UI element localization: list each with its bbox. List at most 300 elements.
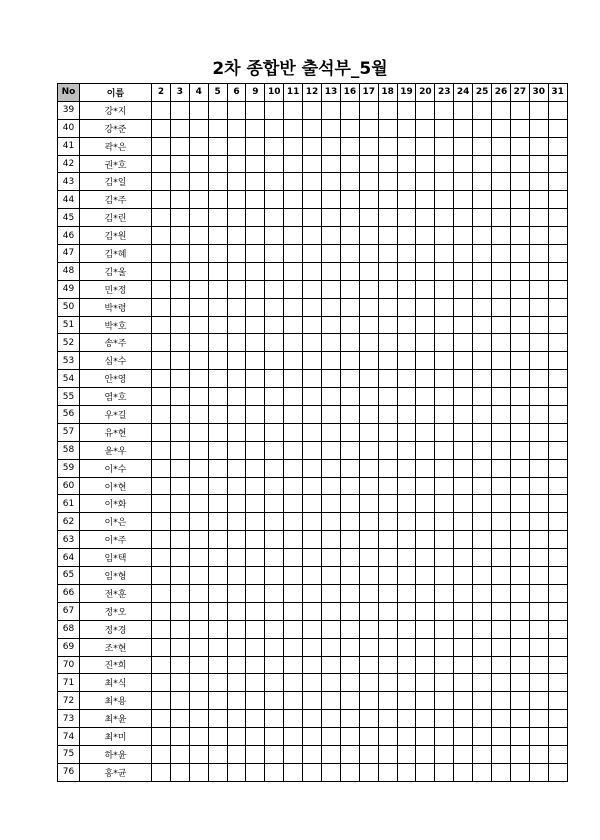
attendance-cell[interactable] <box>340 137 359 155</box>
attendance-cell[interactable] <box>189 352 208 370</box>
attendance-cell[interactable] <box>359 638 378 656</box>
attendance-cell[interactable] <box>416 227 435 245</box>
attendance-cell[interactable] <box>208 567 227 585</box>
attendance-cell[interactable] <box>227 334 246 352</box>
attendance-cell[interactable] <box>170 567 189 585</box>
attendance-cell[interactable] <box>378 388 397 406</box>
attendance-cell[interactable] <box>435 173 454 191</box>
attendance-cell[interactable] <box>152 584 171 602</box>
attendance-cell[interactable] <box>246 334 265 352</box>
attendance-cell[interactable] <box>227 388 246 406</box>
attendance-cell[interactable] <box>322 495 341 513</box>
attendance-cell[interactable] <box>208 531 227 549</box>
attendance-cell[interactable] <box>548 423 567 441</box>
attendance-cell[interactable] <box>510 406 529 424</box>
attendance-cell[interactable] <box>435 459 454 477</box>
attendance-cell[interactable] <box>397 674 416 692</box>
attendance-cell[interactable] <box>548 513 567 531</box>
attendance-cell[interactable] <box>397 370 416 388</box>
attendance-cell[interactable] <box>529 119 548 137</box>
attendance-cell[interactable] <box>510 370 529 388</box>
attendance-cell[interactable] <box>284 406 303 424</box>
attendance-cell[interactable] <box>170 173 189 191</box>
attendance-cell[interactable] <box>397 763 416 781</box>
attendance-cell[interactable] <box>152 137 171 155</box>
attendance-cell[interactable] <box>303 441 322 459</box>
attendance-cell[interactable] <box>265 531 284 549</box>
attendance-cell[interactable] <box>416 620 435 638</box>
attendance-cell[interactable] <box>548 549 567 567</box>
attendance-cell[interactable] <box>340 638 359 656</box>
attendance-cell[interactable] <box>152 602 171 620</box>
attendance-cell[interactable] <box>473 119 492 137</box>
attendance-cell[interactable] <box>529 620 548 638</box>
attendance-cell[interactable] <box>510 745 529 763</box>
attendance-cell[interactable] <box>340 173 359 191</box>
attendance-cell[interactable] <box>492 406 511 424</box>
attendance-cell[interactable] <box>492 388 511 406</box>
attendance-cell[interactable] <box>152 495 171 513</box>
attendance-cell[interactable] <box>435 656 454 674</box>
attendance-cell[interactable] <box>340 692 359 710</box>
attendance-cell[interactable] <box>303 191 322 209</box>
attendance-cell[interactable] <box>152 298 171 316</box>
attendance-cell[interactable] <box>492 441 511 459</box>
attendance-cell[interactable] <box>548 173 567 191</box>
attendance-cell[interactable] <box>284 441 303 459</box>
attendance-cell[interactable] <box>435 388 454 406</box>
attendance-cell[interactable] <box>510 656 529 674</box>
attendance-cell[interactable] <box>548 745 567 763</box>
attendance-cell[interactable] <box>284 119 303 137</box>
attendance-cell[interactable] <box>397 423 416 441</box>
attendance-cell[interactable] <box>454 406 473 424</box>
attendance-cell[interactable] <box>189 674 208 692</box>
attendance-cell[interactable] <box>208 334 227 352</box>
attendance-cell[interactable] <box>246 459 265 477</box>
attendance-cell[interactable] <box>227 370 246 388</box>
attendance-cell[interactable] <box>492 227 511 245</box>
attendance-cell[interactable] <box>208 370 227 388</box>
attendance-cell[interactable] <box>303 406 322 424</box>
attendance-cell[interactable] <box>303 674 322 692</box>
attendance-cell[interactable] <box>454 459 473 477</box>
attendance-cell[interactable] <box>322 674 341 692</box>
attendance-cell[interactable] <box>246 584 265 602</box>
attendance-cell[interactable] <box>284 638 303 656</box>
attendance-cell[interactable] <box>378 656 397 674</box>
attendance-cell[interactable] <box>529 674 548 692</box>
attendance-cell[interactable] <box>189 262 208 280</box>
attendance-cell[interactable] <box>510 549 529 567</box>
attendance-cell[interactable] <box>189 209 208 227</box>
attendance-cell[interactable] <box>227 674 246 692</box>
attendance-cell[interactable] <box>378 262 397 280</box>
attendance-cell[interactable] <box>284 316 303 334</box>
attendance-cell[interactable] <box>170 280 189 298</box>
attendance-cell[interactable] <box>170 745 189 763</box>
attendance-cell[interactable] <box>265 352 284 370</box>
attendance-cell[interactable] <box>189 388 208 406</box>
attendance-cell[interactable] <box>359 352 378 370</box>
attendance-cell[interactable] <box>510 119 529 137</box>
attendance-cell[interactable] <box>548 334 567 352</box>
attendance-cell[interactable] <box>548 656 567 674</box>
attendance-cell[interactable] <box>416 602 435 620</box>
attendance-cell[interactable] <box>152 477 171 495</box>
attendance-cell[interactable] <box>492 423 511 441</box>
attendance-cell[interactable] <box>378 745 397 763</box>
attendance-cell[interactable] <box>303 137 322 155</box>
attendance-cell[interactable] <box>454 638 473 656</box>
attendance-cell[interactable] <box>359 728 378 746</box>
attendance-cell[interactable] <box>397 137 416 155</box>
attendance-cell[interactable] <box>529 280 548 298</box>
attendance-cell[interactable] <box>208 477 227 495</box>
attendance-cell[interactable] <box>492 280 511 298</box>
attendance-cell[interactable] <box>208 441 227 459</box>
attendance-cell[interactable] <box>284 656 303 674</box>
attendance-cell[interactable] <box>303 459 322 477</box>
attendance-cell[interactable] <box>435 728 454 746</box>
attendance-cell[interactable] <box>473 137 492 155</box>
attendance-cell[interactable] <box>303 745 322 763</box>
attendance-cell[interactable] <box>265 602 284 620</box>
attendance-cell[interactable] <box>340 710 359 728</box>
attendance-cell[interactable] <box>303 280 322 298</box>
attendance-cell[interactable] <box>265 459 284 477</box>
attendance-cell[interactable] <box>473 209 492 227</box>
attendance-cell[interactable] <box>548 388 567 406</box>
attendance-cell[interactable] <box>227 245 246 263</box>
attendance-cell[interactable] <box>284 710 303 728</box>
attendance-cell[interactable] <box>397 406 416 424</box>
attendance-cell[interactable] <box>170 459 189 477</box>
attendance-cell[interactable] <box>152 567 171 585</box>
attendance-cell[interactable] <box>378 495 397 513</box>
attendance-cell[interactable] <box>189 191 208 209</box>
attendance-cell[interactable] <box>416 531 435 549</box>
attendance-cell[interactable] <box>152 370 171 388</box>
attendance-cell[interactable] <box>359 388 378 406</box>
attendance-cell[interactable] <box>359 227 378 245</box>
attendance-cell[interactable] <box>416 334 435 352</box>
attendance-cell[interactable] <box>170 441 189 459</box>
attendance-cell[interactable] <box>340 406 359 424</box>
attendance-cell[interactable] <box>265 370 284 388</box>
attendance-cell[interactable] <box>510 477 529 495</box>
attendance-cell[interactable] <box>340 441 359 459</box>
attendance-cell[interactable] <box>152 406 171 424</box>
attendance-cell[interactable] <box>473 406 492 424</box>
attendance-cell[interactable] <box>170 316 189 334</box>
attendance-cell[interactable] <box>359 710 378 728</box>
attendance-cell[interactable] <box>378 119 397 137</box>
attendance-cell[interactable] <box>340 155 359 173</box>
attendance-cell[interactable] <box>152 441 171 459</box>
attendance-cell[interactable] <box>397 119 416 137</box>
attendance-cell[interactable] <box>208 710 227 728</box>
attendance-cell[interactable] <box>473 531 492 549</box>
attendance-cell[interactable] <box>416 441 435 459</box>
attendance-cell[interactable] <box>340 477 359 495</box>
attendance-cell[interactable] <box>303 728 322 746</box>
attendance-cell[interactable] <box>359 549 378 567</box>
attendance-cell[interactable] <box>170 423 189 441</box>
attendance-cell[interactable] <box>454 620 473 638</box>
attendance-cell[interactable] <box>189 245 208 263</box>
attendance-cell[interactable] <box>322 584 341 602</box>
attendance-cell[interactable] <box>529 495 548 513</box>
attendance-cell[interactable] <box>529 101 548 119</box>
attendance-cell[interactable] <box>454 567 473 585</box>
attendance-cell[interactable] <box>227 173 246 191</box>
attendance-cell[interactable] <box>548 495 567 513</box>
attendance-cell[interactable] <box>492 763 511 781</box>
attendance-cell[interactable] <box>529 728 548 746</box>
attendance-cell[interactable] <box>170 191 189 209</box>
attendance-cell[interactable] <box>473 334 492 352</box>
attendance-cell[interactable] <box>246 298 265 316</box>
attendance-cell[interactable] <box>454 316 473 334</box>
attendance-cell[interactable] <box>170 262 189 280</box>
attendance-cell[interactable] <box>303 173 322 191</box>
attendance-cell[interactable] <box>378 674 397 692</box>
attendance-cell[interactable] <box>416 656 435 674</box>
attendance-cell[interactable] <box>322 567 341 585</box>
attendance-cell[interactable] <box>378 531 397 549</box>
attendance-cell[interactable] <box>378 567 397 585</box>
attendance-cell[interactable] <box>152 638 171 656</box>
attendance-cell[interactable] <box>454 531 473 549</box>
attendance-cell[interactable] <box>208 406 227 424</box>
attendance-cell[interactable] <box>170 477 189 495</box>
attendance-cell[interactable] <box>227 137 246 155</box>
attendance-cell[interactable] <box>322 173 341 191</box>
attendance-cell[interactable] <box>359 334 378 352</box>
attendance-cell[interactable] <box>454 549 473 567</box>
attendance-cell[interactable] <box>322 602 341 620</box>
attendance-cell[interactable] <box>340 280 359 298</box>
attendance-cell[interactable] <box>548 620 567 638</box>
attendance-cell[interactable] <box>284 459 303 477</box>
attendance-cell[interactable] <box>435 298 454 316</box>
attendance-cell[interactable] <box>435 137 454 155</box>
attendance-cell[interactable] <box>340 298 359 316</box>
attendance-cell[interactable] <box>454 763 473 781</box>
attendance-cell[interactable] <box>378 710 397 728</box>
attendance-cell[interactable] <box>303 656 322 674</box>
attendance-cell[interactable] <box>246 638 265 656</box>
attendance-cell[interactable] <box>170 227 189 245</box>
attendance-cell[interactable] <box>397 602 416 620</box>
attendance-cell[interactable] <box>529 602 548 620</box>
attendance-cell[interactable] <box>303 763 322 781</box>
attendance-cell[interactable] <box>435 423 454 441</box>
attendance-cell[interactable] <box>548 477 567 495</box>
attendance-cell[interactable] <box>246 245 265 263</box>
attendance-cell[interactable] <box>548 370 567 388</box>
attendance-cell[interactable] <box>359 173 378 191</box>
attendance-cell[interactable] <box>303 388 322 406</box>
attendance-cell[interactable] <box>227 710 246 728</box>
attendance-cell[interactable] <box>170 620 189 638</box>
attendance-cell[interactable] <box>246 316 265 334</box>
attendance-cell[interactable] <box>227 620 246 638</box>
attendance-cell[interactable] <box>492 638 511 656</box>
attendance-cell[interactable] <box>473 513 492 531</box>
attendance-cell[interactable] <box>378 692 397 710</box>
attendance-cell[interactable] <box>359 763 378 781</box>
attendance-cell[interactable] <box>510 602 529 620</box>
attendance-cell[interactable] <box>454 477 473 495</box>
attendance-cell[interactable] <box>529 334 548 352</box>
attendance-cell[interactable] <box>170 334 189 352</box>
attendance-cell[interactable] <box>435 119 454 137</box>
attendance-cell[interactable] <box>189 155 208 173</box>
attendance-cell[interactable] <box>284 423 303 441</box>
attendance-cell[interactable] <box>492 155 511 173</box>
attendance-cell[interactable] <box>227 441 246 459</box>
attendance-cell[interactable] <box>454 692 473 710</box>
attendance-cell[interactable] <box>492 745 511 763</box>
attendance-cell[interactable] <box>265 262 284 280</box>
attendance-cell[interactable] <box>378 227 397 245</box>
attendance-cell[interactable] <box>303 602 322 620</box>
attendance-cell[interactable] <box>322 406 341 424</box>
attendance-cell[interactable] <box>227 656 246 674</box>
attendance-cell[interactable] <box>284 584 303 602</box>
attendance-cell[interactable] <box>416 674 435 692</box>
attendance-cell[interactable] <box>510 584 529 602</box>
attendance-cell[interactable] <box>303 119 322 137</box>
attendance-cell[interactable] <box>208 549 227 567</box>
attendance-cell[interactable] <box>529 549 548 567</box>
attendance-cell[interactable] <box>208 209 227 227</box>
attendance-cell[interactable] <box>284 692 303 710</box>
attendance-cell[interactable] <box>359 316 378 334</box>
attendance-cell[interactable] <box>473 728 492 746</box>
attendance-cell[interactable] <box>265 388 284 406</box>
attendance-cell[interactable] <box>416 549 435 567</box>
attendance-cell[interactable] <box>510 459 529 477</box>
attendance-cell[interactable] <box>359 209 378 227</box>
attendance-cell[interactable] <box>284 549 303 567</box>
attendance-cell[interactable] <box>454 119 473 137</box>
attendance-cell[interactable] <box>492 477 511 495</box>
attendance-cell[interactable] <box>435 262 454 280</box>
attendance-cell[interactable] <box>340 459 359 477</box>
attendance-cell[interactable] <box>265 638 284 656</box>
attendance-cell[interactable] <box>340 352 359 370</box>
attendance-cell[interactable] <box>322 119 341 137</box>
attendance-cell[interactable] <box>435 692 454 710</box>
attendance-cell[interactable] <box>397 656 416 674</box>
attendance-cell[interactable] <box>473 477 492 495</box>
attendance-cell[interactable] <box>416 584 435 602</box>
attendance-cell[interactable] <box>435 495 454 513</box>
attendance-cell[interactable] <box>152 262 171 280</box>
attendance-cell[interactable] <box>510 763 529 781</box>
attendance-cell[interactable] <box>416 262 435 280</box>
attendance-cell[interactable] <box>454 245 473 263</box>
attendance-cell[interactable] <box>454 298 473 316</box>
attendance-cell[interactable] <box>303 549 322 567</box>
attendance-cell[interactable] <box>246 137 265 155</box>
attendance-cell[interactable] <box>492 656 511 674</box>
attendance-cell[interactable] <box>340 602 359 620</box>
attendance-cell[interactable] <box>340 763 359 781</box>
attendance-cell[interactable] <box>378 763 397 781</box>
attendance-cell[interactable] <box>340 388 359 406</box>
attendance-cell[interactable] <box>454 155 473 173</box>
attendance-cell[interactable] <box>340 513 359 531</box>
attendance-cell[interactable] <box>246 441 265 459</box>
attendance-cell[interactable] <box>492 584 511 602</box>
attendance-cell[interactable] <box>454 101 473 119</box>
attendance-cell[interactable] <box>170 245 189 263</box>
attendance-cell[interactable] <box>170 298 189 316</box>
attendance-cell[interactable] <box>170 370 189 388</box>
attendance-cell[interactable] <box>265 620 284 638</box>
attendance-cell[interactable] <box>397 531 416 549</box>
attendance-cell[interactable] <box>529 638 548 656</box>
attendance-cell[interactable] <box>529 406 548 424</box>
attendance-cell[interactable] <box>284 173 303 191</box>
attendance-cell[interactable] <box>492 549 511 567</box>
attendance-cell[interactable] <box>246 423 265 441</box>
attendance-cell[interactable] <box>548 298 567 316</box>
attendance-cell[interactable] <box>246 191 265 209</box>
attendance-cell[interactable] <box>227 495 246 513</box>
attendance-cell[interactable] <box>454 602 473 620</box>
attendance-cell[interactable] <box>378 316 397 334</box>
attendance-cell[interactable] <box>416 567 435 585</box>
attendance-cell[interactable] <box>359 656 378 674</box>
attendance-cell[interactable] <box>265 227 284 245</box>
attendance-cell[interactable] <box>152 763 171 781</box>
attendance-cell[interactable] <box>435 280 454 298</box>
attendance-cell[interactable] <box>416 245 435 263</box>
attendance-cell[interactable] <box>265 495 284 513</box>
attendance-cell[interactable] <box>529 137 548 155</box>
attendance-cell[interactable] <box>454 745 473 763</box>
attendance-cell[interactable] <box>454 173 473 191</box>
attendance-cell[interactable] <box>529 370 548 388</box>
attendance-cell[interactable] <box>227 119 246 137</box>
attendance-cell[interactable] <box>510 209 529 227</box>
attendance-cell[interactable] <box>397 495 416 513</box>
attendance-cell[interactable] <box>435 602 454 620</box>
attendance-cell[interactable] <box>303 567 322 585</box>
attendance-cell[interactable] <box>548 728 567 746</box>
attendance-cell[interactable] <box>454 334 473 352</box>
attendance-cell[interactable] <box>416 710 435 728</box>
attendance-cell[interactable] <box>227 763 246 781</box>
attendance-cell[interactable] <box>227 316 246 334</box>
attendance-cell[interactable] <box>510 101 529 119</box>
attendance-cell[interactable] <box>170 119 189 137</box>
attendance-cell[interactable] <box>284 388 303 406</box>
attendance-cell[interactable] <box>548 692 567 710</box>
attendance-cell[interactable] <box>170 388 189 406</box>
attendance-cell[interactable] <box>265 441 284 459</box>
attendance-cell[interactable] <box>208 423 227 441</box>
attendance-cell[interactable] <box>416 495 435 513</box>
attendance-cell[interactable] <box>246 101 265 119</box>
attendance-cell[interactable] <box>473 191 492 209</box>
attendance-cell[interactable] <box>152 245 171 263</box>
